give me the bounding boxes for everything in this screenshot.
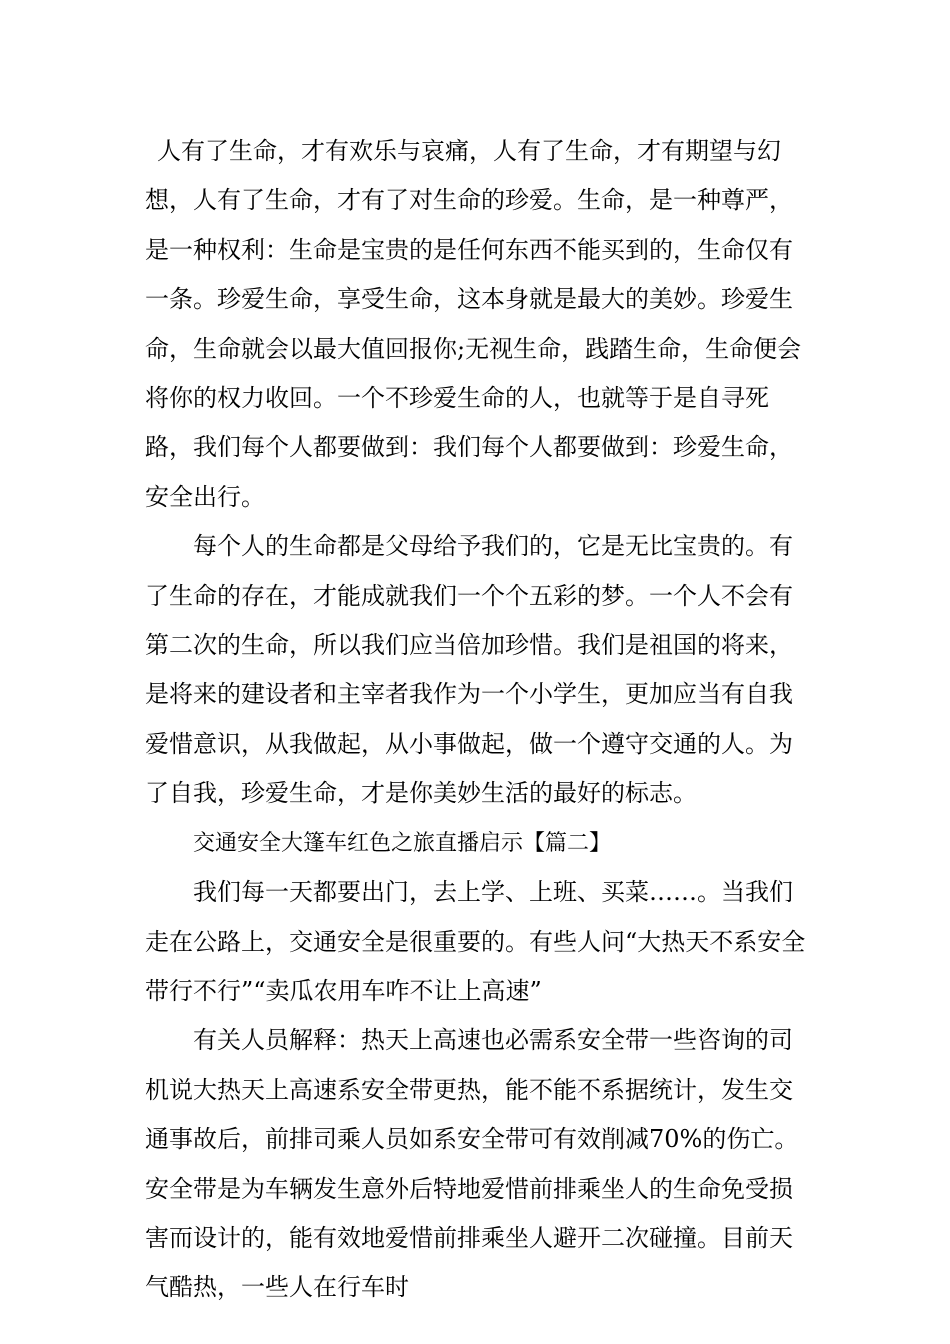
- paragraph-cherish-life: 每个人的生命都是父母给予我们的，它是无比宝贵的。有了生命的存在，才能成就我们一个个五彩的梦。一个人不会有第二次的生命，所以我们应当倍加珍惜。我们是祖国的将来，是将来的建设者和主宰者我作为一个小学生，更加应当有自我爱惜意识，从我做起，从小事做起，做一个遵守交通的人。为了自我，珍爱生命，才是你美妙生活的最好的标志。: [145, 532, 793, 808]
- document-page: [145, 127, 815, 1313]
- paragraph-daily-travel: 我们每一天都要出门，去上学、上班、买菜……。当我们走在公路上，交通安全是很重要的。有些人问“大热天不系安全带行不行”“卖瓜农用车咋不让上高速”: [145, 878, 806, 1005]
- paragraph-life-value: 人有了生命，才有欢乐与哀痛，人有了生命，才有期望与幻想，人有了生命，才有了对生命的珍爱。生命，是一种尊严，是一种权利：生命是宝贵的是任何东西不能买到的，生命仅有一条。珍爱生命，享受生命，这本身就是最大的美妙。珍爱生命，生命就会以最大值回报你;无视生命，践踏生命，生命便会将你的权力收回。一个不珍爱生命的人，也就等于是自寻死路，我们每个人都要做到：我们每个人都要做到：珍爱生命，安全出行。: [145, 137, 802, 511]
- paragraph-seatbelt: 有关人员解释：热天上高速也必需系安全带一些咨询的司机说大热天上高速系安全带更热，能不能不系据统计，发生交通事故后，前排司乘人员如系安全带可有效削减70%的伤亡。安全带是为车辆发生意外后特地爱惜前排乘坐人的生命免受损害而设计的，能有效地爱惜前排乘坐人避开二次碰撞。目前天气酷热，一些人在行车时: [145, 1026, 799, 1302]
- section-heading: 交通安全大篷车红色之旅直播启示【篇二】: [193, 830, 612, 856]
